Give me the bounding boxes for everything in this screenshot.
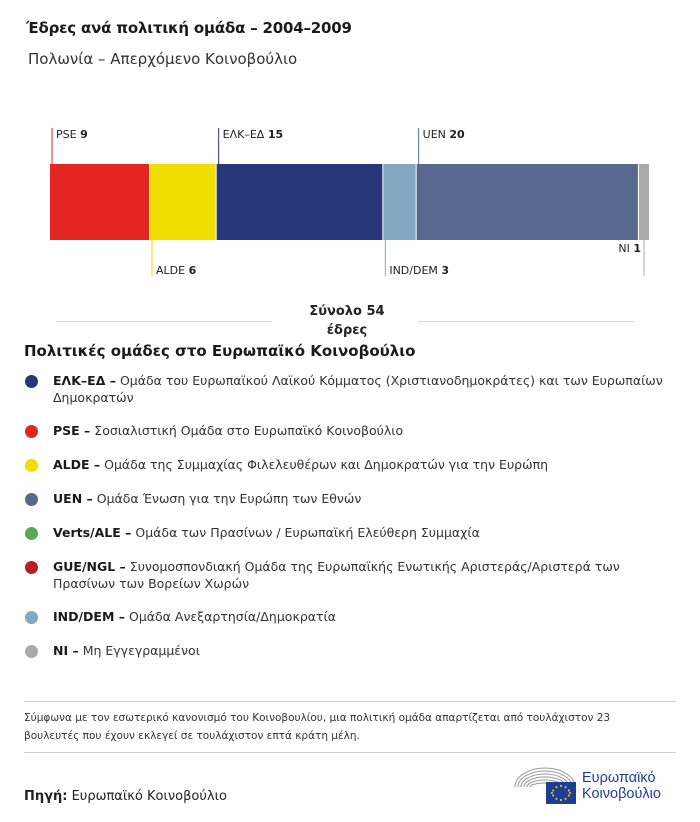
bar-segment (417, 164, 638, 240)
segment-value: 6 (188, 264, 197, 277)
legend-color-dot (25, 493, 38, 506)
segment-category: IND/DEM (389, 264, 442, 277)
legend-item (24, 642, 664, 659)
legend-item (24, 608, 664, 625)
logo-text-line-2: Κοινοβούλιο (582, 786, 661, 802)
european-parliament-logo (512, 765, 682, 807)
legend-color-dot (25, 645, 38, 658)
legend-abbr: NI – (53, 643, 79, 658)
legend-desc: Ομάδα Ένωση για την Ευρώπη των Εθνών (96, 491, 362, 506)
legend-abbr: PSE – (53, 423, 91, 438)
bar-segment (50, 164, 149, 240)
chart-title: Έδρες ανά πολιτική ομάδα – 2004–2009 (26, 19, 352, 37)
legend-abbr: IND/DEM – (53, 609, 126, 624)
segment-label (423, 128, 465, 141)
legend-abbr: ΕΛΚ–ΕΔ – (53, 373, 116, 388)
legend-desc: Σοσιαλιστική Ομάδα στο Ευρωπαϊκό Κοινοβούλιο (94, 423, 404, 438)
segment-label (156, 264, 197, 277)
logo-text-line-1: Ευρωπαϊκό (582, 770, 656, 786)
segment-value: 15 (267, 128, 284, 141)
total-seats (272, 302, 422, 340)
legend-desc: Συνομοσπονδιακή Ομάδα της Ευρωπαϊκής Ενωτικής Αριστεράς/Αριστερά των Πρασίνων των Βορείων Χωρών (53, 559, 620, 591)
segment-value: 9 (80, 128, 88, 141)
segment-label (389, 264, 449, 277)
legend-color-dot (25, 459, 38, 472)
note-divider-top (24, 701, 676, 702)
legend-item (24, 524, 664, 541)
segment-value: 1 (633, 242, 641, 255)
legend-color-dot (25, 527, 38, 540)
legend-item (24, 456, 664, 473)
total-divider-left (56, 321, 272, 322)
legend-desc: Ομάδα της Συμμαχίας Φιλελευθέρων και Δημοκρατών για την Ευρώπη (104, 457, 549, 472)
legend-abbr: Verts/ALE – (53, 525, 132, 540)
segment-category: ALDE (156, 264, 189, 277)
source (24, 789, 227, 804)
total-seats-unit: έδρες (326, 323, 368, 338)
legend-item (24, 558, 664, 592)
bar-segment (639, 164, 649, 240)
segment-label (618, 242, 641, 255)
total-seats-label: Σύνολο 54 (309, 304, 385, 319)
segment-category: UEN (422, 128, 450, 141)
legend-desc: Μη Εγγεγραμμένοι (82, 643, 200, 658)
source-value: Ευρωπαϊκό Κοινοβούλιο (71, 789, 227, 804)
segment-value: 20 (449, 128, 465, 141)
footnote: Σύμφωνα με τον εσωτερικό κανονισμό του Κοινοβουλίου, μια πολιτική ομάδα απαρτίζεται από τουλάχιστον 23 βουλευτές που έχουν εκλεγεί σε τουλάχιστον επτά κράτη μέλη. (24, 712, 611, 742)
segment-value: 3 (441, 264, 450, 277)
note-divider-bottom (24, 752, 676, 753)
legend-color-dot (25, 425, 38, 438)
legend-color-dot (25, 375, 38, 388)
legend-list (24, 372, 664, 676)
legend-abbr: ALDE – (53, 457, 101, 472)
legend-color-dot (25, 561, 38, 574)
legend-item (24, 422, 664, 439)
segment-label (56, 128, 88, 141)
legend-title: Πολιτικές ομάδες στο Ευρωπαϊκό Κοινοβούλιο (24, 342, 416, 360)
segment-label (223, 128, 283, 141)
bar-segment (150, 164, 216, 240)
bar-segment (217, 164, 383, 240)
stacked-bar-chart (0, 120, 700, 285)
total-divider-right (418, 321, 634, 322)
source-label: Πηγή: (24, 789, 68, 804)
segment-category: NI (618, 242, 634, 255)
chart-subtitle: Πολωνία – Απερχόμενο Κοινοβούλιο (28, 50, 298, 68)
legend-item (24, 490, 664, 507)
legend-item (24, 372, 664, 406)
segment-category: PSE (56, 128, 81, 141)
parliament-emblem-icon (512, 765, 578, 807)
legend-desc: Ομάδα του Ευρωπαϊκού Λαϊκού Κόμματος (Χριστιανοδημοκράτες) και των Ευρωπαίων Δημοκρατών (53, 373, 663, 405)
logo-text (582, 770, 661, 802)
legend-desc: Ομάδα Ανεξαρτησία/Δημοκρατία (129, 609, 336, 624)
legend-abbr: UEN – (53, 491, 93, 506)
legend-abbr: GUE/NGL – (53, 559, 126, 574)
segment-category: ΕΛΚ–ΕΔ (222, 128, 268, 141)
legend-desc: Ομάδα των Πρασίνων / Ευρωπαϊκή Ελεύθερη Συμμαχία (135, 525, 480, 540)
bar-segment (383, 164, 415, 240)
legend-color-dot (25, 611, 38, 624)
